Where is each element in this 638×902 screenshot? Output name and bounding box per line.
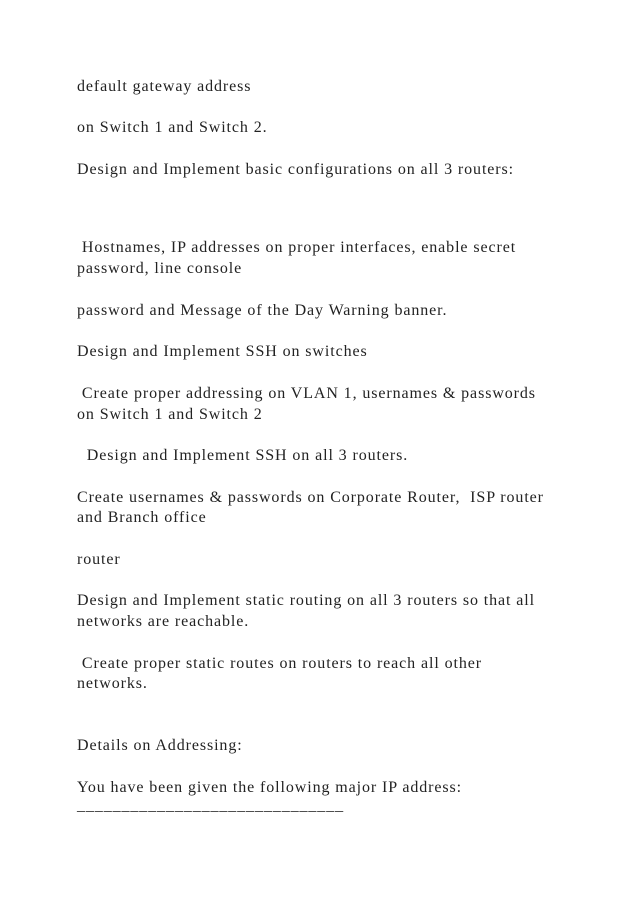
text-line: Design and Implement SSH on all 3 routers. xyxy=(77,447,409,464)
answer-blank: ______________________________ xyxy=(77,797,344,814)
text-line: You have been given the following major IP address: xyxy=(77,779,462,796)
text-line: on Switch 1 and Switch 2. xyxy=(77,119,268,136)
section-heading: Details on Addressing: xyxy=(77,737,243,754)
text-line: and Branch office xyxy=(77,509,207,526)
text-line: Design and Implement SSH on switches xyxy=(77,343,368,360)
text-line: Create usernames & passwords on Corporate Router, ISP router xyxy=(77,489,544,506)
text-line: Hostnames, IP addresses on proper interfaces, enable secret xyxy=(77,239,517,256)
text-line: networks. xyxy=(77,675,148,692)
text-line: password, line console xyxy=(77,260,243,277)
text-line: Design and Implement static routing on all 3 routers so that all xyxy=(77,592,535,609)
text-line: default gateway address xyxy=(77,78,252,95)
text-line: router xyxy=(77,551,121,568)
text-line: Design and Implement basic configurations on all 3 routers: xyxy=(77,161,515,178)
text-line: Create proper addressing on VLAN 1, usernames & passwords xyxy=(77,385,536,402)
text-line: password and Message of the Day Warning banner. xyxy=(77,302,448,319)
text-line: networks are reachable. xyxy=(77,613,250,630)
text-line: on Switch 1 and Switch 2 xyxy=(77,406,263,423)
text-line: Create proper static routes on routers to reach all other xyxy=(77,655,482,672)
